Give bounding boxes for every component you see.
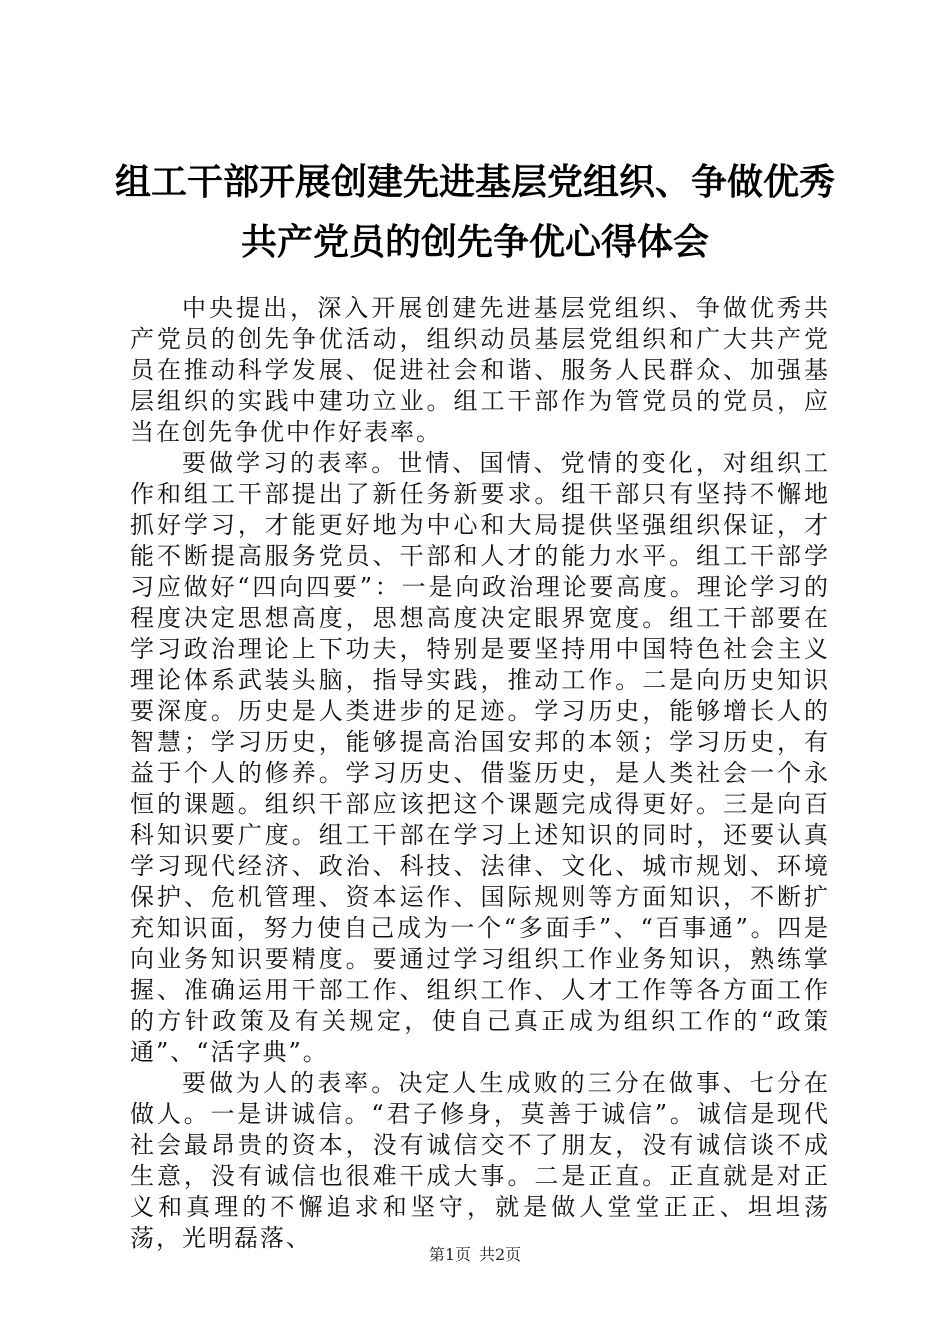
document-title-line-1: 组工干部开展创建先进基层党组织、争做优秀 bbox=[114, 161, 835, 203]
paragraph: 中央提出，深入开展创建先进基层党组织、争做优秀共产党员的创先争优活动，组织动员基层党组织和广大共产党员在推动科学发展、促进社会和谐、服务人民群众、加强基层组织的实践中建功立业。组工干部作为管党员的党员，应当在创先争优中作好表率。 bbox=[130, 294, 830, 446]
page-number: 第1页 bbox=[428, 1245, 471, 1264]
page-footer bbox=[0, 1242, 950, 1265]
document-title-line-2: 共产党员的创先争优心得体会 bbox=[240, 221, 709, 263]
page-total: 共2页 bbox=[479, 1245, 522, 1264]
paragraph: 要做学习的表率。世情、国情、党情的变化，对组织工作和组工干部提出了新任务新要求。组干部只有坚持不懈地抓好学习，才能更好地为中心和大局提供坚强组织保证，才能不断提高服务党员、干部和人才的能力水平。组工干部学习应做好“四向四要”：一是向政治理论要高度。理论学习的程度决定思想高度，思想高度决定眼界宽度。组工干部要在学习政治理论上下功夫，特别是要坚持用中国特色社会主义理论体系武装头脑，指导实践，推动工作。二是向历史知识要深度。历史是人类进步的足迹。学习历史，能够增长人的智慧；学习历史，能够提高治国安邦的本领；学习历史，有益于个人的修养。学习历史、借鉴历史，是人类社会一个永恒的课题。组织干部应该把这个课题完成得更好。三是向百科知识要广度。组工干部在学习上述知识的同时，还要认真学习现代经济、政治、科技、法律、文化、城市规划、环境保护、危机管理、资本运作、国际规则等方面知识，不断扩充知识面，努力使自己成为一个“多面手”、“百事通”。四是向业务知识要精度。要通过学习组织工作业务知识，熟练掌握、准确运用干部工作、组织工作、人才工作等各方面工作的方针政策及有关规定，使自己真正成为组织工作的“政策通”、“活字典”。 bbox=[130, 449, 830, 1066]
document-body bbox=[130, 293, 830, 1254]
paragraph: 要做为人的表率。决定人生成败的三分在做事、七分在做人。一是讲诚信。“君子修身，莫善于诚信”。诚信是现代社会最昂贵的资本，没有诚信交不了朋友，没有诚信谈不成生意，没有诚信也很难干成大事。二是正直。正直就是对正义和真理的不懈追求和坚守，就是做人堂堂正正、坦坦荡荡，光明磊落、 bbox=[130, 1069, 830, 1252]
